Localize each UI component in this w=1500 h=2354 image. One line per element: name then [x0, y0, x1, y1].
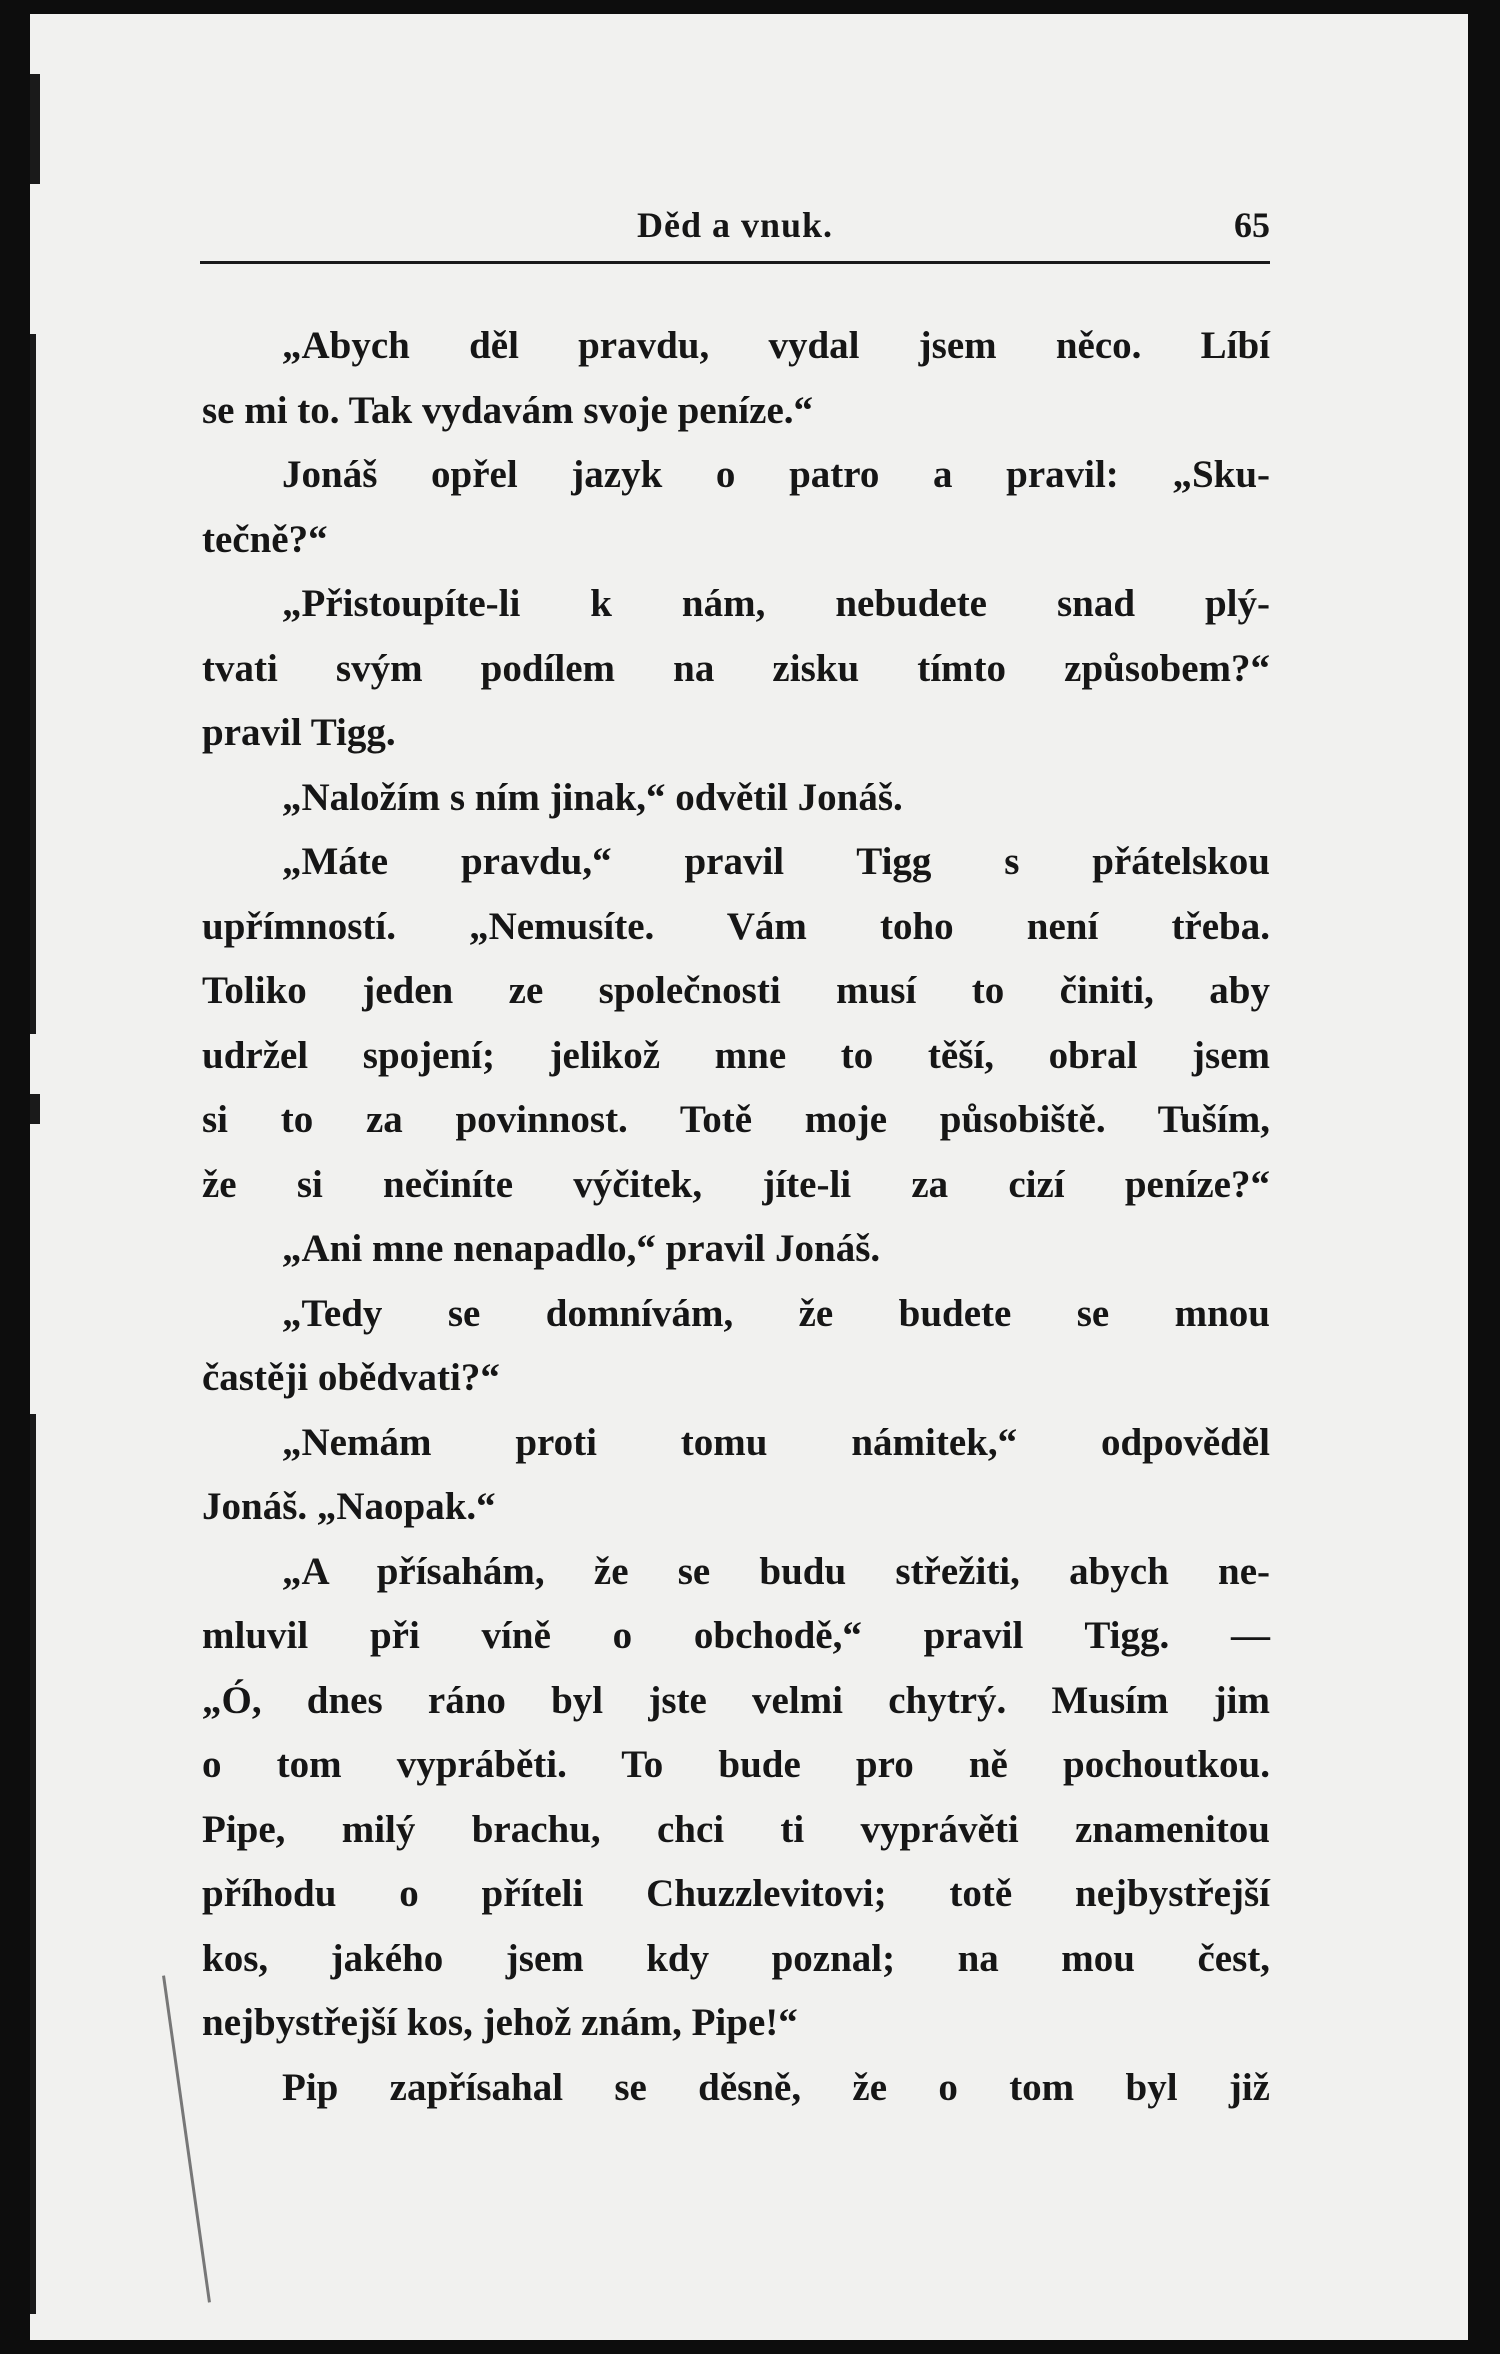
text-line: udržel spojení; jelikož mne to těší, obral jsem — [202, 1033, 1270, 1077]
text-line: Pip zapřísahal se děsně, že o tom byl již — [282, 2065, 1270, 2109]
text-line: pravil Tigg. — [202, 711, 396, 754]
page-header — [200, 204, 1270, 250]
text-line: kos, jakého jsem kdy poznal; na mou čest, — [202, 1936, 1270, 1980]
text-line: že si nečiníte výčitek, jíte-li za cizí peníze?“ — [202, 1162, 1270, 1206]
binding-edge-mark — [30, 74, 40, 184]
text-line: „Naložím s ním jinak,“ odvětil Jonáš. — [282, 775, 903, 819]
text-line: častěji obědvati?“ — [202, 1356, 500, 1399]
text-line: „Ani mne nenapadlo,“ pravil Jonáš. — [282, 1227, 881, 1270]
text-line: „Ó, dnes ráno byl jste velmi chytrý. Musím jim — [202, 1678, 1270, 1722]
text-line: tečně?“ — [202, 517, 328, 561]
body-text — [202, 314, 1270, 2120]
page-number: 65 — [1234, 205, 1270, 245]
text-line: „A přísahám, že se budu střežiti, abych ne- — [282, 1549, 1270, 1593]
binding-edge-mark — [30, 334, 36, 1034]
text-line: upřímností. „Nemusíte. Vám toho není třeba. — [202, 904, 1270, 948]
text-line: „Přistoupíte-li k nám, nebudete snad plý- — [282, 582, 1270, 625]
text-line: se mi to. Tak vydavám svoje peníze.“ — [202, 388, 814, 432]
text-line: tvati svým podílem na zisku tímto způsobem?“ — [202, 646, 1270, 690]
book-page — [30, 14, 1468, 2340]
text-line: „Abych děl pravdu, vydal jsem něco. Líbí — [282, 324, 1270, 367]
text-line: si to za povinnost. Totě moje působiště. Tuším, — [202, 1098, 1270, 1141]
text-line: Pipe, milý brachu, chci ti vyprávěti znamenitou — [202, 1807, 1270, 1851]
text-line: mluvil při víně o obchodě,“ pravil Tigg. — — [202, 1614, 1270, 1657]
header-rule — [200, 261, 1270, 264]
text-line: Jonáš opřel jazyk o patro a pravil: „Sku- — [282, 453, 1270, 496]
running-head: Děd a vnuk. — [636, 205, 834, 245]
text-line: Jonáš. „Naopak.“ — [202, 1485, 496, 1528]
binding-edge-mark — [30, 1094, 40, 1124]
binding-edge-mark — [30, 1414, 36, 2314]
text-line: nejbystřejší kos, jehož znám, Pipe!“ — [202, 2001, 798, 2044]
text-line: o tom vypráběti. To bude pro ně pochoutkou. — [202, 1743, 1270, 1786]
text-line: příhodu o příteli Chuzzlevitovi; totě nejbystřejší — [202, 1872, 1270, 1915]
text-line: Toliko jeden ze společnosti musí to činiti, aby — [202, 969, 1270, 1012]
text-line: „Máte pravdu,“ pravil Tigg s přátelskou — [282, 840, 1270, 883]
text-line: „Tedy se domnívám, že budete se mnou — [282, 1291, 1270, 1335]
text-line: „Nemám proti tomu námitek,“ odpověděl — [282, 1420, 1270, 1464]
